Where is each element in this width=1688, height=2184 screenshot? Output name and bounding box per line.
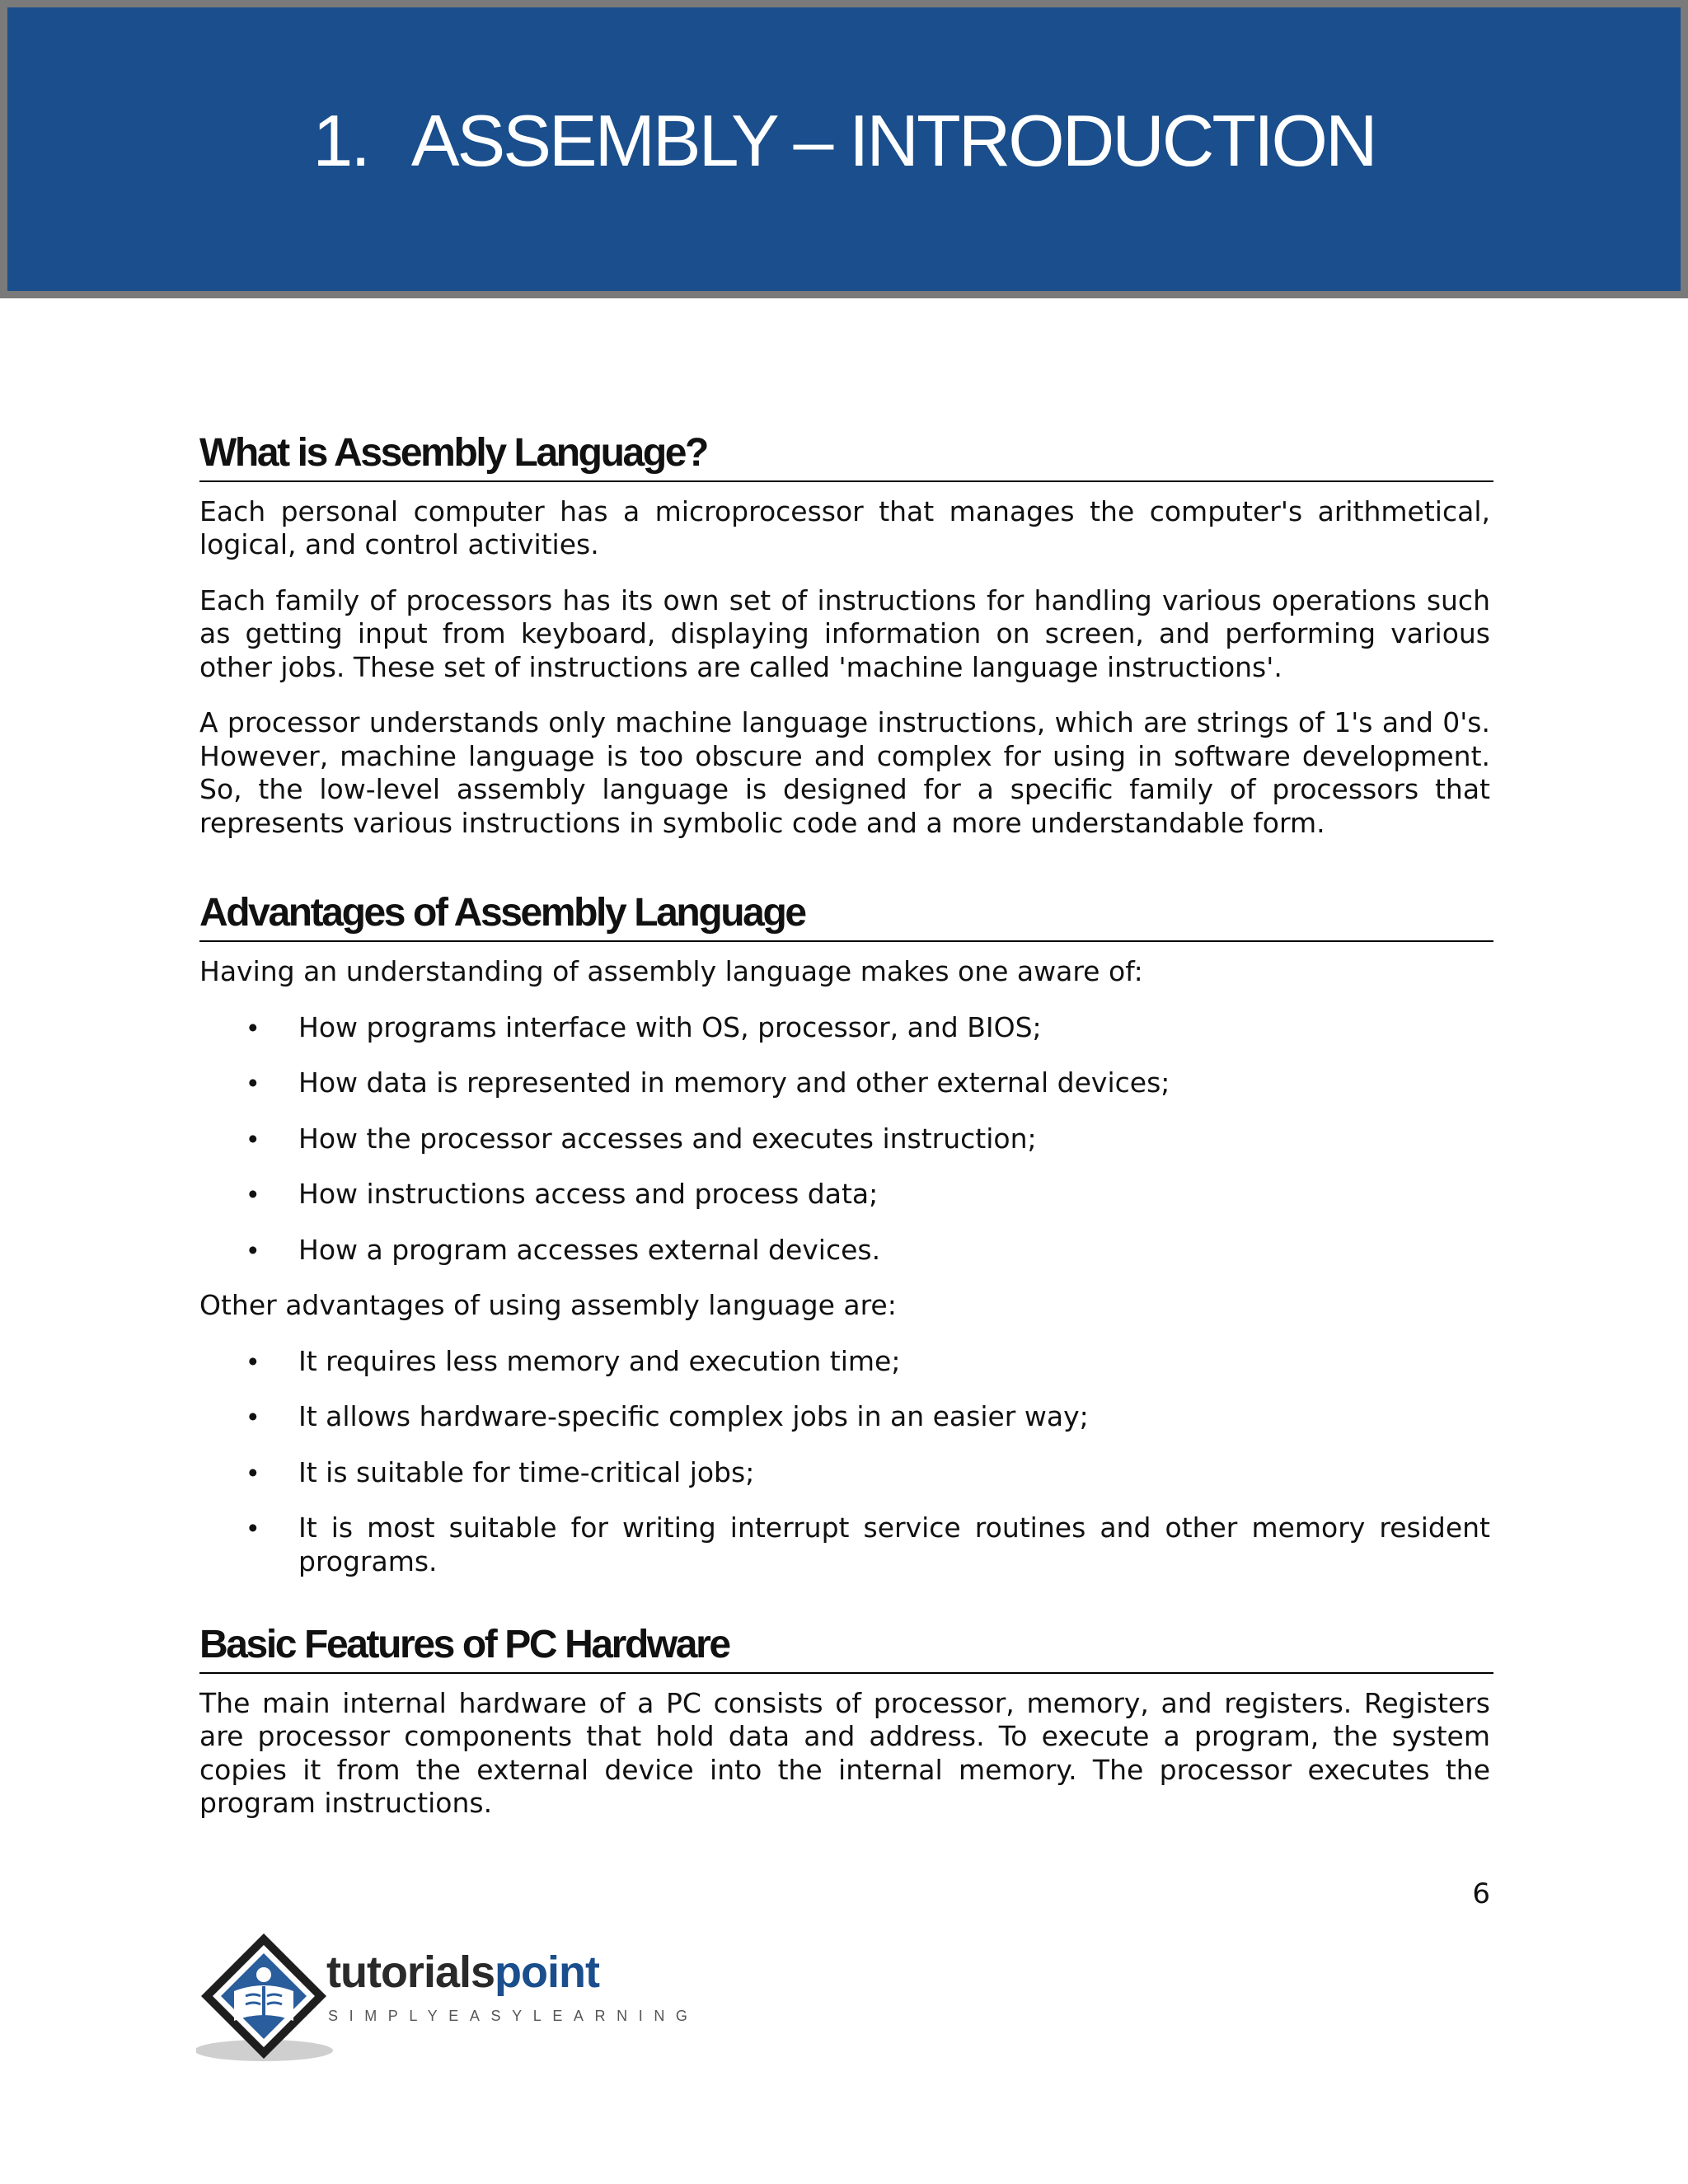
paragraph: Each family of processors has its own set of instructions for handling various operations such as getting input from keyboard, displaying information on screen, and performing various other jobs. These set of instructions are called 'machine language instructions'. [199,583,1490,683]
paragraph: Having an understanding of assembly language makes one aware of: [199,955,1143,988]
chapter-number: 1. [312,100,368,181]
logo-wordmark [326,1947,599,1997]
list-item: • How the processor accesses and executes instruction; [196,1122,1490,1156]
paragraph: Each personal computer has a microprocessor that manages the computer's arithmetical, logical, and control activities. [199,494,1490,561]
bullet-list-aware [196,1011,1493,1268]
section-heading-hardware: Basic Features of PC Hardware [199,1624,1493,1674]
list-item: • How data is represented in memory and other external devices; [196,1066,1490,1100]
page-content [196,424,1493,1843]
list-item: • How a program accesses external devices. [196,1234,1490,1268]
logo-word-point: point [495,1947,599,1997]
paragraph: A processor understands only machine language instructions, which are strings of 1's and 0's. However, machine language is too obscure and complex for using in software development. So, the low-level assembly language is designed for a specific family of processors that represents various instructions in symbolic code and a more understandable form. [199,706,1490,839]
page-number: 6 [1472,1877,1490,1910]
list-item: • How instructions access and process data; [196,1178,1490,1212]
tutorialspoint-logo [196,1929,699,2069]
paragraph: The main internal hardware of a PC consists of processor, memory, and registers. Registers are processor components that hold data and address. To execute a program, the system copies it from the external device into the internal memory. The processor executes the program instructions. [199,1686,1490,1820]
list-item: • It is suitable for time-critical jobs; [196,1456,1490,1490]
logo-emblem-icon [196,1929,336,2069]
logo-tagline: SIMPLYEASYLEARNING [328,2008,699,2024]
list-item: • It allows hardware-specific complex jobs in an easier way; [196,1400,1490,1434]
section-heading-what-is: What is Assembly Language? [199,432,1493,482]
list-item: • It requires less memory and execution time; [196,1345,1490,1379]
logo-word-tutorials: tutorials [326,1947,495,1997]
chapter-banner [0,0,1688,298]
section-heading-advantages: Advantages of Assembly Language [199,892,1493,942]
paragraph: Other advantages of using assembly language are: [199,1289,897,1322]
chapter-title-text: ASSEMBLY – INTRODUCTION [410,100,1376,181]
list-item: • How programs interface with OS, processor, and BIOS; [196,1011,1490,1045]
list-item: • It is most suitable for writing interrupt service routines and other memory resident programs. [196,1511,1490,1578]
bullet-list-other [196,1345,1493,1579]
chapter-title [7,100,1681,181]
